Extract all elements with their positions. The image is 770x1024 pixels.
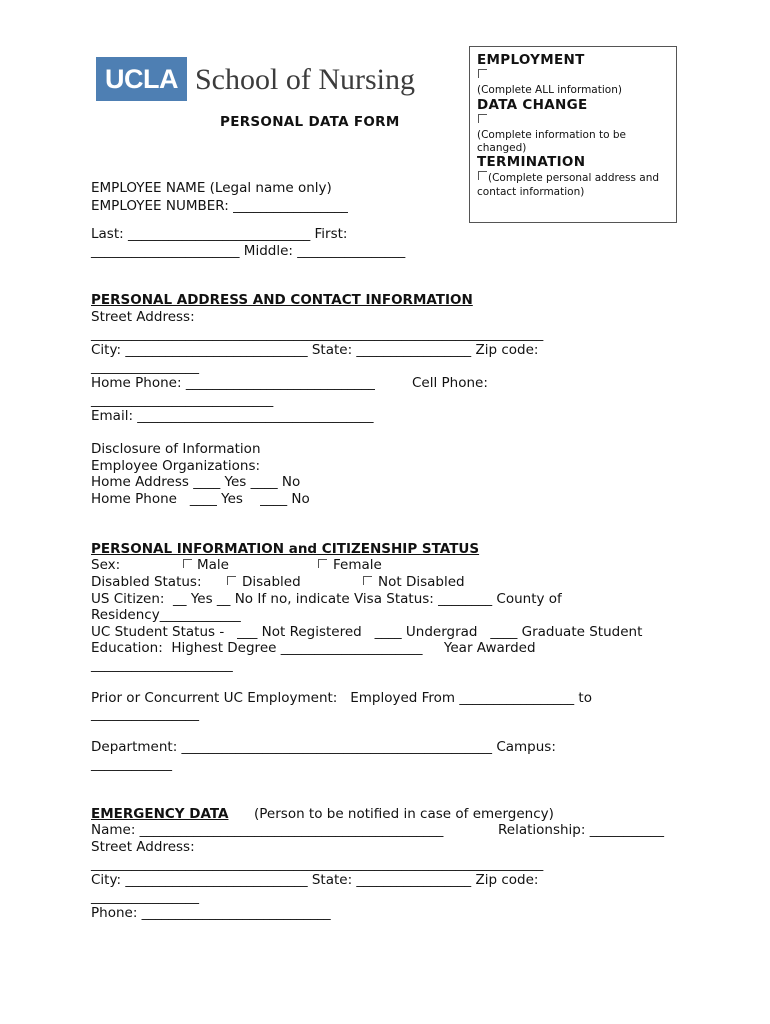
employment-checkbox[interactable]: [478, 69, 487, 78]
relationship-field[interactable]: Relationship: ___________: [498, 822, 664, 838]
employee-number-field[interactable]: EMPLOYEE NUMBER: _________________: [91, 198, 348, 214]
employee-organizations-label: Employee Organizations:: [91, 458, 261, 474]
emergency-street-label: Street Address:: [91, 839, 195, 855]
school-of-nursing-logo-text: School of Nursing: [195, 63, 415, 96]
emergency-street-field[interactable]: ___________________________________________________________________: [91, 856, 544, 872]
termination-checkbox[interactable]: [478, 171, 487, 180]
campus-field[interactable]: ____________: [91, 756, 172, 772]
zip-code-field[interactable]: ________________: [91, 359, 199, 375]
termination-note-line2: contact information): [477, 186, 585, 198]
emergency-city-state-zip-field[interactable]: City: ___________________________ State: _________________ Zip code:: [91, 872, 539, 888]
residency-field[interactable]: Residency____________: [91, 607, 241, 623]
us-citizen-row[interactable]: US Citizen: __ Yes __ No If no, indicate Visa Status: ________ County of: [91, 591, 562, 607]
department-campus-row[interactable]: Department: ______________________________________________ Campus:: [91, 739, 556, 755]
street-address-label: Street Address:: [91, 309, 195, 325]
emergency-note: (Person to be notified in case of emergency): [254, 806, 554, 822]
home-address-disclosure-row[interactable]: Home Address ____ Yes ____ No: [91, 474, 301, 490]
middle-name-field[interactable]: ______________________ Middle: ________________: [91, 243, 406, 259]
personal-section-heading: PERSONAL INFORMATION and CITIZENSHIP STATUS: [91, 541, 480, 557]
disabled-label: Disabled: [242, 574, 301, 590]
disabled-status-label: Disabled Status:: [91, 574, 202, 590]
disclosure-label: Disclosure of Information: [91, 441, 261, 457]
city-state-zip-field[interactable]: City: ___________________________ State: _________________ Zip code:: [91, 342, 539, 358]
street-address-field[interactable]: ___________________________________________________________________: [91, 326, 544, 342]
termination-heading: TERMINATION: [477, 154, 586, 170]
emergency-zip-field[interactable]: ________________: [91, 889, 199, 905]
employment-heading: EMPLOYMENT: [477, 52, 585, 68]
data-change-heading: DATA CHANGE: [477, 97, 588, 113]
last-first-name-field[interactable]: Last: ___________________________ First:: [91, 226, 348, 242]
emergency-section-heading: EMERGENCY DATA: [91, 806, 229, 822]
sex-label: Sex:: [91, 557, 121, 573]
not-disabled-checkbox[interactable]: [363, 576, 372, 585]
emergency-phone-field[interactable]: Phone: ____________________________: [91, 905, 331, 921]
male-label: Male: [197, 557, 229, 573]
emergency-name-field[interactable]: Name: _____________________________________________: [91, 822, 444, 838]
disabled-checkbox[interactable]: [227, 576, 236, 585]
female-checkbox[interactable]: [318, 559, 327, 568]
male-checkbox[interactable]: [183, 559, 192, 568]
cell-phone-label: Cell Phone:: [412, 375, 488, 391]
email-field[interactable]: Email: ___________________________________: [91, 408, 374, 424]
prior-employment-to-field[interactable]: ________________: [91, 706, 199, 722]
home-phone-disclosure-row[interactable]: Home Phone ____ Yes ____ No: [91, 491, 310, 507]
employment-note: (Complete ALL information): [477, 84, 622, 96]
address-section-heading: PERSONAL ADDRESS AND CONTACT INFORMATION: [91, 292, 473, 308]
form-title: PERSONAL DATA FORM: [220, 114, 400, 130]
data-change-checkbox[interactable]: [478, 114, 487, 123]
home-phone-field[interactable]: Home Phone: ____________________________: [91, 375, 375, 391]
education-row[interactable]: Education: Highest Degree _____________________ Year Awarded: [91, 640, 536, 656]
employee-name-label: EMPLOYEE NAME (Legal name only): [91, 180, 332, 196]
prior-employment-row[interactable]: Prior or Concurrent UC Employment: Employed From _________________ to: [91, 690, 592, 706]
female-label: Female: [333, 557, 382, 573]
not-disabled-label: Not Disabled: [378, 574, 465, 590]
ucla-logo: UCLA: [96, 57, 187, 101]
termination-note-line1: (Complete personal address and: [488, 172, 660, 184]
cell-phone-field[interactable]: ___________________________: [91, 392, 274, 408]
data-change-note-line1: (Complete information to be: [477, 129, 626, 141]
year-awarded-field[interactable]: _____________________: [91, 657, 233, 673]
uc-student-status-row[interactable]: UC Student Status - ___ Not Registered ____ Undergrad ____ Graduate Student: [91, 624, 643, 640]
data-change-note-line2: changed): [477, 142, 527, 154]
